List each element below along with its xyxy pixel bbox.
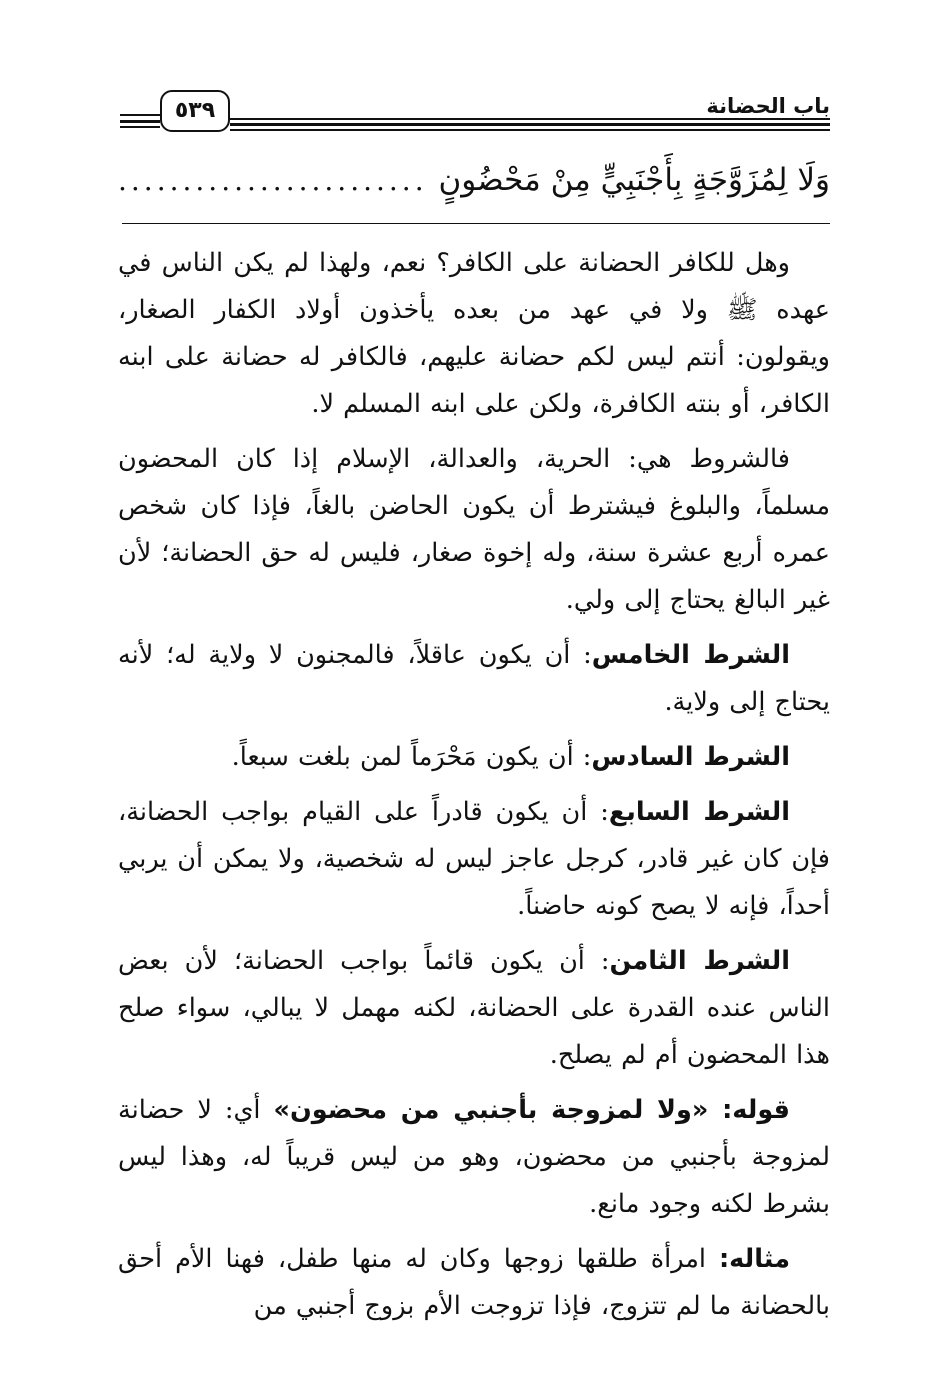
paragraph — [118, 1236, 830, 1330]
paragraph — [118, 938, 830, 1079]
paragraph — [118, 632, 830, 726]
matn-dots: ........................ — [118, 163, 428, 197]
chapter-title: باب الحضانة — [706, 94, 830, 118]
paragraph-lead: الشرط السادس — [591, 742, 790, 772]
paragraph — [118, 734, 830, 781]
header-rule — [230, 129, 830, 131]
paragraph-text: أي: لا حضانة لمزوجة بأجنبي من محضون، وهو من ليس قريباً له، وهذا ليس بشرط لكنه وجود مانع. — [118, 1095, 830, 1219]
paragraph-text: وهل للكافر الحضانة على الكافر؟ نعم، ولهذا لم يكن الناس في عهده ﷺ ولا في عهد من بعده يأخذون أولاد الكفار الصغار، ويقولون: أنتم ليس لكم حضانة عليهم، فالكافر له حضانة على ابنه الكافر، أو بنته الكافرة، ولكن على ابنه المسلم لا. — [118, 248, 830, 419]
paragraph-text: : أن يكون مَحْرَماً لمن بلغت سبعاً. — [231, 742, 592, 772]
paragraph — [118, 240, 830, 428]
header-rule-left — [120, 114, 160, 116]
header-rule — [230, 118, 830, 120]
paragraph-lead: مثاله: — [718, 1244, 790, 1274]
header-rule-left — [120, 126, 160, 128]
paragraph — [118, 1087, 830, 1228]
page-number: ٥٣٩ — [160, 90, 230, 132]
matn-text: وَلَا لِمُزَوَّجَةٍ بِأَجْنَبِيٍّ مِنْ مَحْضُونٍ — [438, 162, 830, 198]
paragraph-text: : أن يكون قائماً بواجب الحضانة؛ لأن بعض الناس عنده القدرة على الحضانة، لكنه مهمل لا يبالي، سواء صلح هذا المحضون أم لم يصلح. — [118, 946, 830, 1070]
paragraph-text: : أن يكون قادراً على القيام بواجب الحضانة، فإن كان غير قادر، كرجل عاجز ليس له شخصية، ولا يمكن أن يربي أحداً، فإنه لا يصح كونه حاضناً. — [118, 797, 830, 921]
commentary-body — [118, 240, 830, 1338]
paragraph-quote: «ولا لمزوجة بأجنبي من محضون» — [273, 1095, 723, 1125]
paragraph-lead: الشرط الثامن — [609, 946, 790, 976]
header-rule-left — [120, 120, 160, 123]
paragraph-text: : أن يكون عاقلاً، فالمجنون لا ولاية له؛ لأنه يحتاج إلى ولاية. — [118, 640, 830, 717]
paragraph-text: امرأة طلقها زوجها وكان له منها طفل، فهنا الأم أحق بالحضانة ما لم تتزوج، فإذا تزوجت الأم بزوج أجنبي من — [118, 1244, 830, 1321]
paragraph-lead: قوله: — [722, 1095, 790, 1125]
paragraph — [118, 436, 830, 624]
header-rule — [230, 123, 830, 126]
matn-line — [118, 150, 830, 210]
paragraph-text: فالشروط هي: الحرية، والعدالة، الإسلام إذا كان المحضون مسلماً، والبلوغ فيشترط أن يكون الحاضن بالغاً، فإذا كان شخص عمره أربع عشرة سنة، وله إخوة صغار، فليس له حق الحضانة؛ لأن غير البالغ يحتاج إلى ولي. — [118, 444, 830, 615]
paragraph — [118, 789, 830, 930]
paragraph-lead: الشرط السابع — [608, 797, 790, 827]
paragraph-lead: الشرط الخامس — [591, 640, 790, 670]
running-header — [120, 86, 830, 136]
matn-separator — [122, 223, 830, 224]
